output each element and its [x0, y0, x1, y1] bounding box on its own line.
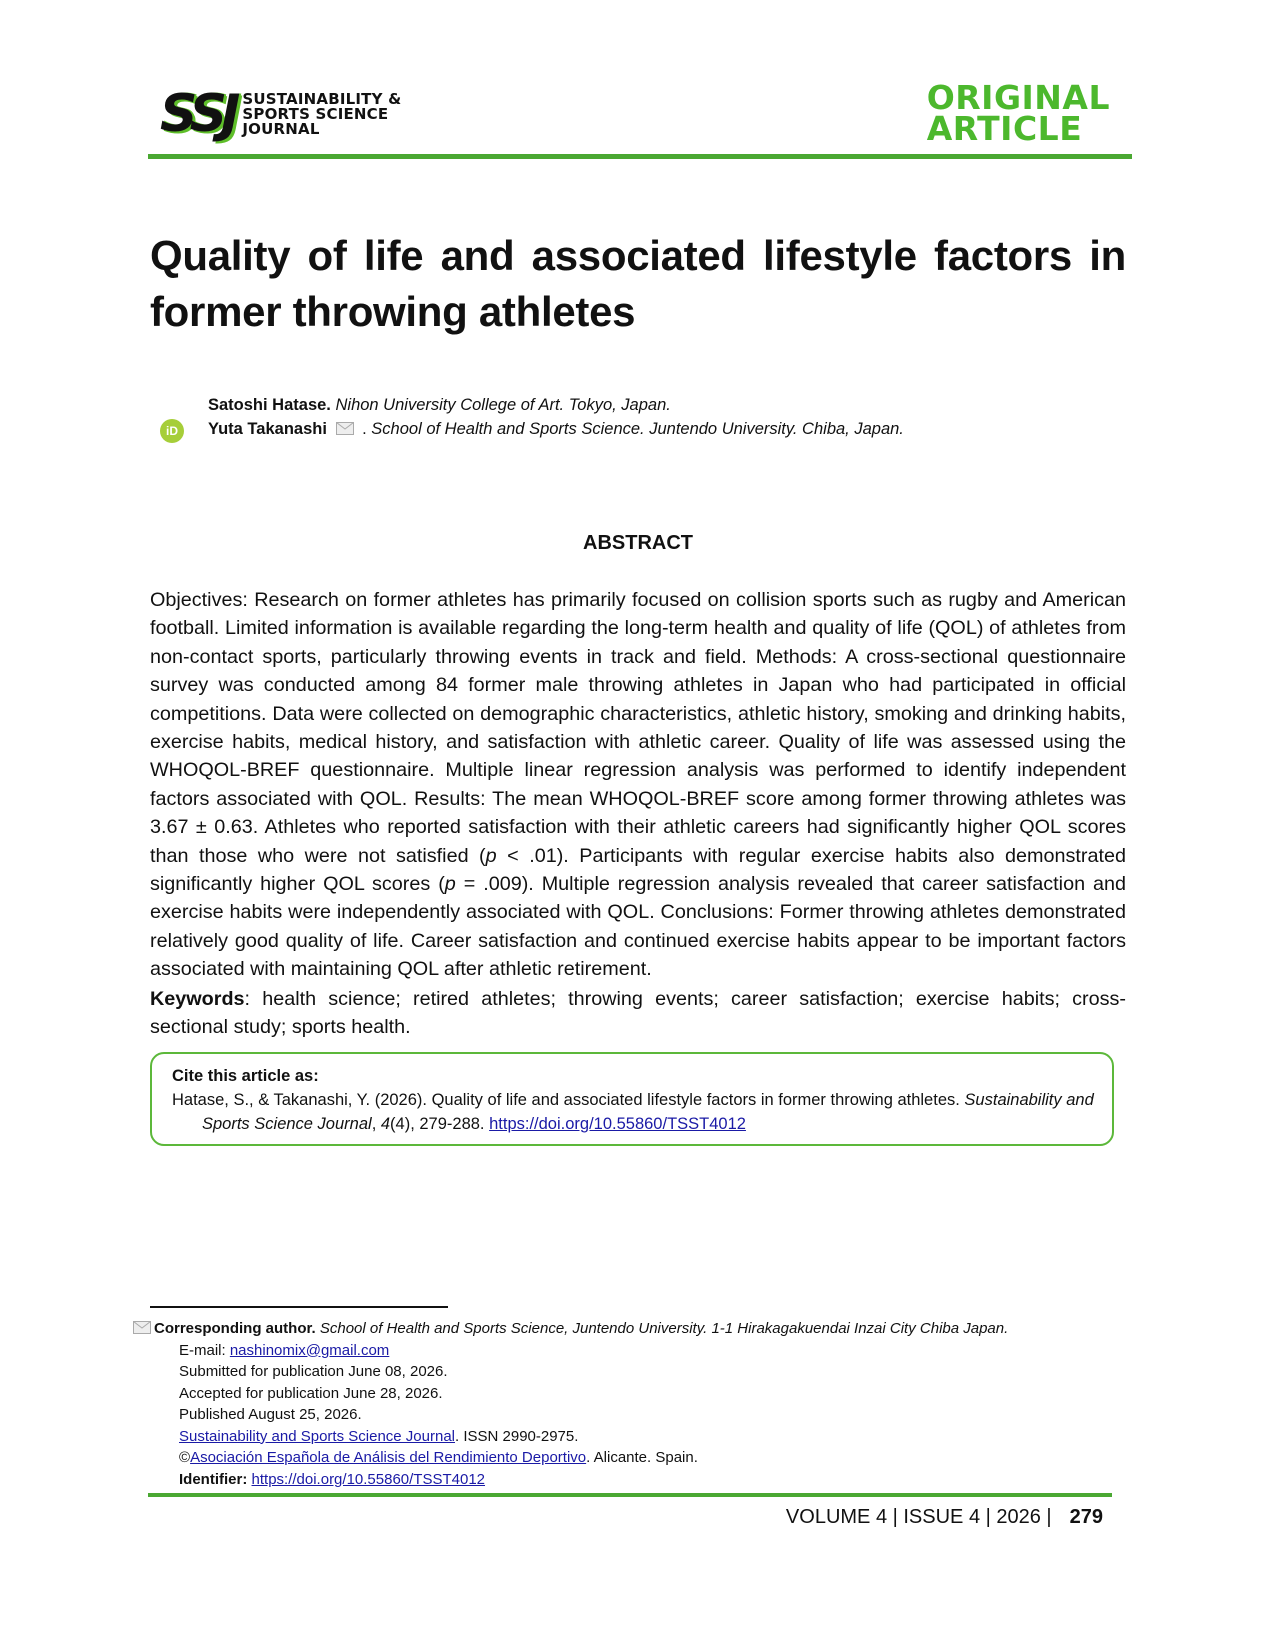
corresponding-label: Corresponding author. — [154, 1320, 316, 1337]
abstract-segment: Objectives: Research on former athletes has primarily focused on collision sports such as rugby and American football. Limited information is available regarding the long-term health and quality of life (QOL) of athletes from non-contact sports, particularly throwing events in track and field. Methods: A cross-sectional questionnaire survey was conducted among 84 former male throwing athletes in Japan who had participated in official competitions. Data were collected on demographic characteristics, athletic history, smoking and drinking habits, exercise habits, medical history, and satisfaction with athletic career. Quality of life was assessed using the WHOQOL-BREF questionnaire. Multiple linear regression analysis was performed to identify independent factors associated with QOL. Results: The mean WHOQOL-BREF score among former throwing athletes was 3.67 ± 0.63. Athletes who reported satisfaction with their athletic careers had significantly higher QOL scores than those who were not satisfied ( — [150, 589, 1126, 867]
copyright-symbol: © — [179, 1449, 191, 1466]
citation-journal: Sustainability and Sports Science Journal — [202, 1091, 1094, 1133]
author-name: Satoshi Hatase. — [208, 396, 331, 414]
article-type-badge — [926, 78, 1110, 148]
abstract-text — [150, 586, 1126, 984]
p-value-symbol: p — [444, 873, 456, 896]
article-title: Quality of life and associated lifestyle factors in former throwing athletes — [150, 232, 1126, 335]
issn: . ISSN 2990-2975. — [455, 1427, 579, 1445]
envelope-icon[interactable] — [336, 422, 354, 435]
badge-line: ORIGINAL — [926, 78, 1110, 117]
citation-doi-link[interactable]: https://doi.org/10.55860/TSST4012 — [489, 1115, 746, 1133]
author-row — [160, 393, 1140, 417]
accepted-date: Accepted for publication June 28, 2026. — [179, 1384, 443, 1402]
footer-running-text: VOLUME 4 | ISSUE 4 | 2026 | — [785, 1506, 1052, 1528]
footnote-divider — [150, 1306, 448, 1308]
author-affiliation: Nihon University College of Art. Tokyo, Japan. — [335, 396, 671, 414]
citation-issue-pages: (4), 279-288. — [390, 1115, 490, 1133]
abstract-heading: ABSTRACT — [583, 532, 693, 554]
page-footer — [786, 1506, 1103, 1529]
orcid-icon[interactable]: iD — [160, 419, 184, 443]
citation-volume: 4 — [380, 1115, 391, 1133]
citation-text: Hatase, S., & Takanashi, Y. (2026). Quality of life and associated lifestyle factors in former throwing athletes. Sustainability and Sports Science Journal, 4(4), 279-288. https://doi.org/10.55860/TSST4012 — [172, 1091, 1094, 1133]
page-number: 279 — [1069, 1506, 1103, 1528]
logo-line: SUSTAINABILITY & — [242, 89, 402, 108]
keywords-text: : health science; retired athletes; throwing events; career satisfaction; exercise habits; cross-sectional study; sports health. — [150, 988, 1126, 1039]
author-affiliation: School of Health and Sports Science. Juntendo University. Chiba, Japan. — [371, 420, 904, 438]
identifier-link[interactable]: https://doi.org/10.55860/TSST4012 — [251, 1470, 486, 1488]
logo-mark: SSJ — [160, 84, 235, 144]
header-divider — [148, 154, 1132, 159]
author-separator: . — [362, 420, 367, 438]
journal-line — [133, 1426, 1133, 1448]
publisher-location: . Alicante. Spain. — [586, 1449, 698, 1466]
author-list — [160, 393, 1140, 441]
email-label: E-mail: — [179, 1341, 230, 1359]
published-date: Published August 25, 2026. — [179, 1406, 362, 1423]
keywords — [150, 985, 1126, 1042]
author-row — [160, 417, 1140, 441]
submitted-date: Submitted for publication June 08, 2026. — [179, 1363, 448, 1380]
identifier-label: Identifier: — [179, 1470, 248, 1488]
publisher-link[interactable]: Asociación Española de Análisis del Rendimiento Deportivo — [190, 1449, 587, 1466]
badge-line: ARTICLE — [926, 109, 1083, 148]
publisher-line — [133, 1447, 1133, 1469]
logo-line: JOURNAL — [242, 119, 320, 138]
email-line — [133, 1340, 1133, 1362]
author-name: Yuta Takanashi — [208, 420, 327, 438]
footnote — [133, 1318, 1133, 1490]
abstract-segment: < .01). Participants with regular exercise habits also demonstrated significantly higher QOL scores ( — [150, 844, 1127, 896]
email-link[interactable]: nashinomix@gmail.com — [229, 1341, 390, 1359]
logo-wordmark — [242, 89, 402, 138]
corresponding-address: School of Health and Sports Science, Juntendo University. 1-1 Hirakagakuendai Inzai City Chiba Japan. — [319, 1320, 1009, 1337]
citation-box — [150, 1052, 1114, 1146]
p-value-symbol: p — [485, 844, 497, 867]
logo-line: SPORTS SCIENCE — [242, 104, 389, 123]
abstract-segment: = .009). Multiple regression analysis revealed that career satisfaction and exercise habits were independently associated with QOL. Conclusions: Former throwing athletes demonstrated relatively good quality of life. Career satisfaction and continued exercise habits appear to be important factors associated with maintaining QOL after athletic retirement. — [150, 873, 1127, 981]
identifier-line — [133, 1469, 1133, 1491]
journal-logo[interactable] — [160, 84, 402, 144]
envelope-icon[interactable] — [133, 1321, 151, 1334]
keywords-label: Keywords — [150, 988, 245, 1010]
journal-link[interactable]: Sustainability and Sports Science Journal — [179, 1427, 455, 1445]
citation-authors: Hatase, S., & Takanashi, Y. (2026). Quality of life and associated lifestyle factors in former throwing athletes. — [172, 1091, 965, 1109]
citation-heading: Cite this article as: — [172, 1067, 319, 1085]
journal-header — [150, 80, 1130, 160]
corresponding-author-line — [133, 1318, 1133, 1340]
footer-divider — [148, 1493, 1112, 1497]
